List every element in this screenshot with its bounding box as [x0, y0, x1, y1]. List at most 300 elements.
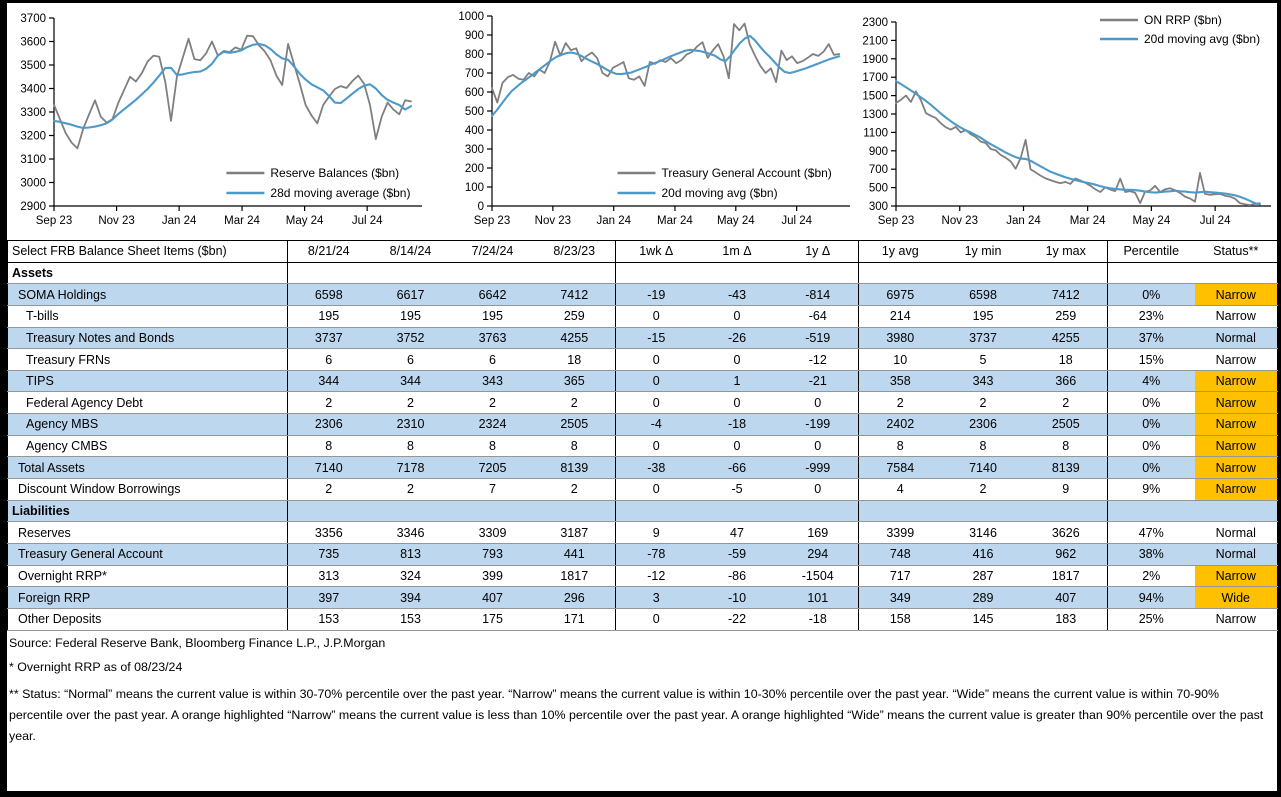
- row-label: Treasury Notes and Bonds: [8, 327, 288, 349]
- status-cell: Narrow: [1195, 370, 1278, 392]
- table-row-other-deposits: [8, 608, 1278, 630]
- value-cell: 2306: [288, 414, 370, 436]
- value-cell: 1: [697, 370, 778, 392]
- value-cell: 4255: [1025, 327, 1108, 349]
- value-cell: 9: [616, 522, 697, 544]
- value-cell: 6: [370, 349, 452, 371]
- x-tick-label: Sep 23: [473, 215, 511, 227]
- value-cell: 0: [697, 305, 778, 327]
- page-border-top: [0, 0, 1281, 3]
- value-cell: 344: [288, 370, 370, 392]
- value-cell: 349: [859, 587, 942, 609]
- header-cell-1wk: 1wk Δ: [616, 241, 697, 263]
- table-row-assets: [8, 262, 1278, 284]
- y-tick-label: 100: [464, 182, 484, 194]
- series-line-on-rrp-bn-: [896, 92, 1260, 206]
- value-cell: 7412: [534, 284, 616, 306]
- y-tick-label: 300: [868, 201, 888, 213]
- value-cell: 9: [1025, 479, 1108, 501]
- page-border-bottom: [0, 791, 1281, 797]
- value-cell: [942, 262, 1025, 284]
- value-cell: 5: [942, 349, 1025, 371]
- percentile-cell: 0%: [1108, 414, 1195, 436]
- value-cell: -814: [778, 284, 859, 306]
- value-cell: 2: [288, 479, 370, 501]
- y-tick-label: 0: [477, 201, 484, 213]
- value-cell: 8: [534, 435, 616, 457]
- y-tick-label: 500: [868, 182, 888, 195]
- header-cell-7-24-24: 7/24/24: [452, 241, 534, 263]
- value-cell: 7205: [452, 457, 534, 479]
- value-cell: 2: [370, 392, 452, 414]
- value-cell: 7: [452, 479, 534, 501]
- value-cell: 2505: [1025, 414, 1108, 436]
- row-label: TIPS: [8, 370, 288, 392]
- y-tick-label: 700: [464, 68, 484, 80]
- row-label: Other Deposits: [8, 608, 288, 630]
- value-cell: 344: [370, 370, 452, 392]
- value-cell: 2505: [534, 414, 616, 436]
- value-cell: -18: [697, 414, 778, 436]
- value-cell: 2: [452, 392, 534, 414]
- value-cell: 153: [288, 608, 370, 630]
- table-row-treasury-notes-and-bonds: [8, 327, 1278, 349]
- row-label: Discount Window Borrowings: [8, 479, 288, 501]
- value-cell: -21: [778, 370, 859, 392]
- value-cell: [697, 262, 778, 284]
- series-line-20d-moving-avg-bn-: [896, 81, 1260, 204]
- percentile-cell: 23%: [1108, 305, 1195, 327]
- value-cell: [778, 262, 859, 284]
- value-cell: 3146: [942, 522, 1025, 544]
- value-cell: 171: [534, 608, 616, 630]
- value-cell: 195: [942, 305, 1025, 327]
- y-tick-label: 2100: [862, 35, 888, 48]
- x-tick-label: Nov 23: [98, 215, 135, 227]
- value-cell: 0: [616, 370, 697, 392]
- percentile-cell: 0%: [1108, 457, 1195, 479]
- value-cell: 195: [288, 305, 370, 327]
- status-cell: Narrow: [1195, 608, 1278, 630]
- value-cell: 0: [697, 392, 778, 414]
- row-label: Total Assets: [8, 457, 288, 479]
- value-cell: 6598: [942, 284, 1025, 306]
- footnote-status-legend: ** Status: “Normal” means the current value is within 30-70% percentile over the past year. “Narrow” means the current value is within 10-30% percentile over the past year. “Wide” means the current value is within 70-90% percentile over the past year. A orange highlighted “Narrow” means the current value is less than 10% percentile over the past year. A orange highlighted “Wide” means the current value is greater than 90% percentile over the past year.: [9, 687, 1264, 743]
- header-cell-8-14-24: 8/14/24: [370, 241, 452, 263]
- legend-label: ON RRP ($bn): [1144, 13, 1222, 27]
- x-tick-label: Jul 24: [351, 215, 383, 227]
- value-cell: 2306: [942, 414, 1025, 436]
- header-cell-1y-avg: 1y avg: [859, 241, 942, 263]
- status-cell: Narrow: [1195, 457, 1278, 479]
- value-cell: 169: [778, 522, 859, 544]
- percentile-cell: 2%: [1108, 565, 1195, 587]
- value-cell: -10: [697, 587, 778, 609]
- value-cell: 2310: [370, 414, 452, 436]
- value-cell: 18: [1025, 349, 1108, 371]
- value-cell: 3187: [534, 522, 616, 544]
- y-tick-label: 800: [464, 49, 484, 61]
- value-cell: 0: [697, 435, 778, 457]
- x-tick-label: Jan 24: [1006, 215, 1041, 227]
- value-cell: [778, 500, 859, 522]
- percentile-cell: 4%: [1108, 370, 1195, 392]
- value-cell: 3737: [288, 327, 370, 349]
- header-cell-8-23-23: 8/23/23: [534, 241, 616, 263]
- value-cell: -519: [778, 327, 859, 349]
- row-label: Liabilities: [8, 500, 288, 522]
- value-cell: 7412: [1025, 284, 1108, 306]
- value-cell: [859, 262, 942, 284]
- value-cell: 3737: [942, 327, 1025, 349]
- value-cell: -43: [697, 284, 778, 306]
- table-row-soma-holdings: [8, 284, 1278, 306]
- table-row-overnight-rrp: [8, 565, 1278, 587]
- percentile-cell: 0%: [1108, 392, 1195, 414]
- value-cell: [697, 500, 778, 522]
- value-cell: 145: [942, 608, 1025, 630]
- y-tick-label: 3300: [20, 107, 46, 119]
- value-cell: 2: [942, 392, 1025, 414]
- series-line-20d-moving-avg-bn-: [492, 36, 839, 116]
- value-cell: 7178: [370, 457, 452, 479]
- value-cell: [288, 262, 370, 284]
- value-cell: -4: [616, 414, 697, 436]
- value-cell: [1025, 500, 1108, 522]
- value-cell: 289: [942, 587, 1025, 609]
- row-label: Agency MBS: [8, 414, 288, 436]
- percentile-cell: 0%: [1108, 284, 1195, 306]
- value-cell: [942, 500, 1025, 522]
- y-tick-label: 2300: [862, 17, 888, 29]
- value-cell: -38: [616, 457, 697, 479]
- value-cell: 0: [778, 435, 859, 457]
- x-tick-label: Jul 24: [781, 215, 813, 227]
- footnotes: [9, 636, 1273, 747]
- row-label: Overnight RRP*: [8, 565, 288, 587]
- status-cell: [1195, 262, 1278, 284]
- value-cell: 3980: [859, 327, 942, 349]
- status-cell: Narrow: [1195, 305, 1278, 327]
- table-row-treasury-general-account: [8, 543, 1278, 565]
- value-cell: 6642: [452, 284, 534, 306]
- status-cell: Narrow: [1195, 349, 1278, 371]
- x-tick-label: Jan 24: [596, 215, 631, 227]
- row-label: Reserves: [8, 522, 288, 544]
- table-row-treasury-frns: [8, 349, 1278, 371]
- value-cell: 294: [778, 543, 859, 565]
- value-cell: -26: [697, 327, 778, 349]
- value-cell: 3: [616, 587, 697, 609]
- value-cell: [288, 500, 370, 522]
- y-tick-label: 2900: [20, 201, 46, 213]
- x-tick-label: Sep 23: [877, 215, 915, 227]
- percentile-cell: 15%: [1108, 349, 1195, 371]
- legend-label: 20d moving avg ($bn): [1144, 32, 1261, 46]
- value-cell: 441: [534, 543, 616, 565]
- x-tick-label: May 24: [285, 215, 324, 227]
- y-tick-label: 1500: [862, 90, 888, 103]
- value-cell: 2: [1025, 392, 1108, 414]
- value-cell: 407: [452, 587, 534, 609]
- y-tick-label: 3400: [20, 83, 46, 96]
- value-cell: 313: [288, 565, 370, 587]
- value-cell: [370, 262, 452, 284]
- value-cell: [452, 500, 534, 522]
- value-cell: 10: [859, 349, 942, 371]
- value-cell: 3356: [288, 522, 370, 544]
- value-cell: 2: [859, 392, 942, 414]
- y-tick-label: 3500: [20, 60, 46, 72]
- value-cell: [616, 262, 697, 284]
- value-cell: 0: [616, 392, 697, 414]
- status-cell: Narrow: [1195, 392, 1278, 414]
- value-cell: 397: [288, 587, 370, 609]
- x-tick-label: Mar 24: [1069, 215, 1106, 227]
- percentile-cell: 47%: [1108, 522, 1195, 544]
- y-tick-label: 1100: [863, 127, 888, 140]
- value-cell: 6: [288, 349, 370, 371]
- x-tick-label: Mar 24: [657, 215, 693, 227]
- value-cell: 8: [859, 435, 942, 457]
- value-cell: 3763: [452, 327, 534, 349]
- value-cell: [1025, 262, 1108, 284]
- row-label: T-bills: [8, 305, 288, 327]
- row-label: Foreign RRP: [8, 587, 288, 609]
- header-cell-1y: 1y Δ: [778, 241, 859, 263]
- value-cell: 2: [288, 392, 370, 414]
- value-cell: 813: [370, 543, 452, 565]
- value-cell: 18: [534, 349, 616, 371]
- value-cell: 366: [1025, 370, 1108, 392]
- value-cell: 0: [616, 435, 697, 457]
- value-cell: -199: [778, 414, 859, 436]
- y-tick-label: 900: [464, 30, 484, 42]
- value-cell: 8: [1025, 435, 1108, 457]
- value-cell: 0: [616, 479, 697, 501]
- chart-reserve-balances: [8, 8, 428, 239]
- y-tick-label: 500: [464, 106, 484, 118]
- y-tick-label: 200: [464, 163, 484, 175]
- x-tick-label: May 24: [1132, 215, 1171, 227]
- y-tick-label: 3100: [20, 154, 46, 166]
- value-cell: [534, 262, 616, 284]
- value-cell: 3346: [370, 522, 452, 544]
- value-cell: 214: [859, 305, 942, 327]
- row-label: Federal Agency Debt: [8, 392, 288, 414]
- table-header-row: [8, 241, 1278, 263]
- value-cell: [452, 262, 534, 284]
- value-cell: 3309: [452, 522, 534, 544]
- percentile-cell: 0%: [1108, 435, 1195, 457]
- table-row-t-bills: [8, 305, 1278, 327]
- value-cell: 0: [616, 305, 697, 327]
- table-row-foreign-rrp: [8, 587, 1278, 609]
- value-cell: 416: [942, 543, 1025, 565]
- value-cell: 343: [452, 370, 534, 392]
- page-border-left: [0, 0, 7, 797]
- row-label: Assets: [8, 262, 288, 284]
- header-cell-percentile: Percentile: [1108, 241, 1195, 263]
- y-tick-label: 600: [464, 87, 484, 99]
- value-cell: 735: [288, 543, 370, 565]
- table-row-discount-window-borrowings: [8, 479, 1278, 501]
- y-tick-label: 400: [464, 125, 484, 137]
- y-tick-label: 900: [868, 145, 888, 158]
- y-tick-label: 1700: [862, 72, 888, 85]
- value-cell: -64: [778, 305, 859, 327]
- value-cell: 1817: [534, 565, 616, 587]
- row-label: Treasury General Account: [8, 543, 288, 565]
- status-cell: Wide: [1195, 587, 1278, 609]
- value-cell: 2324: [452, 414, 534, 436]
- status-cell: Normal: [1195, 522, 1278, 544]
- row-label: SOMA Holdings: [8, 284, 288, 306]
- legend-label: 20d moving avg ($bn): [661, 186, 778, 200]
- status-cell: Normal: [1195, 543, 1278, 565]
- value-cell: 183: [1025, 608, 1108, 630]
- header-cell-status: Status**: [1195, 241, 1278, 263]
- y-tick-label: 1300: [862, 109, 888, 121]
- value-cell: 175: [452, 608, 534, 630]
- status-cell: Narrow: [1195, 414, 1278, 436]
- value-cell: 195: [452, 305, 534, 327]
- percentile-cell: [1108, 500, 1195, 522]
- table-row-federal-agency-debt: [8, 392, 1278, 414]
- value-cell: -66: [697, 457, 778, 479]
- status-cell: Narrow: [1195, 479, 1278, 501]
- value-cell: 2402: [859, 414, 942, 436]
- value-cell: 2: [370, 479, 452, 501]
- legend-label: Reserve Balances ($bn): [270, 166, 400, 180]
- percentile-cell: 94%: [1108, 587, 1195, 609]
- value-cell: 47: [697, 522, 778, 544]
- value-cell: [616, 500, 697, 522]
- table-row-total-assets: [8, 457, 1278, 479]
- value-cell: -19: [616, 284, 697, 306]
- value-cell: 394: [370, 587, 452, 609]
- value-cell: 259: [1025, 305, 1108, 327]
- table-row-liabilities: [8, 500, 1278, 522]
- value-cell: 8: [942, 435, 1025, 457]
- x-tick-label: Sep 23: [35, 215, 73, 227]
- value-cell: 101: [778, 587, 859, 609]
- value-cell: 6975: [859, 284, 942, 306]
- table-row-agency-cmbs: [8, 435, 1278, 457]
- value-cell: 0: [697, 349, 778, 371]
- header-cell-1y-max: 1y max: [1025, 241, 1108, 263]
- value-cell: [534, 500, 616, 522]
- chart-treasury-general-account: [452, 6, 856, 239]
- value-cell: 358: [859, 370, 942, 392]
- value-cell: -22: [697, 608, 778, 630]
- value-cell: -12: [778, 349, 859, 371]
- x-tick-label: Nov 23: [941, 215, 978, 227]
- value-cell: -1504: [778, 565, 859, 587]
- value-cell: 793: [452, 543, 534, 565]
- value-cell: 0: [616, 349, 697, 371]
- value-cell: -86: [697, 565, 778, 587]
- series-line-28d-moving-average-bn-: [54, 44, 411, 128]
- percentile-cell: 38%: [1108, 543, 1195, 565]
- value-cell: 7140: [942, 457, 1025, 479]
- x-tick-label: Nov 23: [534, 215, 572, 227]
- value-cell: 365: [534, 370, 616, 392]
- value-cell: -12: [616, 565, 697, 587]
- value-cell: -5: [697, 479, 778, 501]
- value-cell: 6598: [288, 284, 370, 306]
- value-cell: 287: [942, 565, 1025, 587]
- value-cell: 4: [859, 479, 942, 501]
- y-tick-label: 1000: [458, 11, 484, 23]
- value-cell: 296: [534, 587, 616, 609]
- series-line-treasury-general-account-bn-: [492, 24, 839, 103]
- source-note: Source: Federal Reserve Bank, Bloomberg Finance L.P., J.P.Morgan: [9, 636, 386, 650]
- x-tick-label: Mar 24: [224, 215, 260, 227]
- value-cell: 7584: [859, 457, 942, 479]
- y-tick-label: 300: [464, 144, 484, 156]
- value-cell: 0: [778, 479, 859, 501]
- x-tick-label: Jul 24: [1199, 215, 1231, 227]
- header-cell-select-frb-balance-sheet-items-bn: Select FRB Balance Sheet Items ($bn): [8, 241, 288, 263]
- y-tick-label: 3000: [20, 177, 46, 190]
- value-cell: 4255: [534, 327, 616, 349]
- chart-on-rrp: [856, 6, 1277, 239]
- y-tick-label: 3700: [20, 13, 46, 25]
- x-tick-label: Jan 24: [161, 215, 197, 227]
- value-cell: 2: [942, 479, 1025, 501]
- status-cell: Narrow: [1195, 284, 1278, 306]
- value-cell: -999: [778, 457, 859, 479]
- value-cell: 0: [616, 608, 697, 630]
- value-cell: 8: [452, 435, 534, 457]
- y-tick-label: 3600: [20, 36, 46, 49]
- balance-sheet-table: [7, 240, 1277, 631]
- y-tick-label: 3200: [20, 130, 46, 143]
- status-cell: Narrow: [1195, 435, 1278, 457]
- value-cell: -78: [616, 543, 697, 565]
- value-cell: 6617: [370, 284, 452, 306]
- table-row-agency-mbs: [8, 414, 1278, 436]
- value-cell: 399: [452, 565, 534, 587]
- value-cell: [370, 500, 452, 522]
- value-cell: 343: [942, 370, 1025, 392]
- value-cell: 8: [370, 435, 452, 457]
- row-label: Agency CMBS: [8, 435, 288, 457]
- value-cell: -15: [616, 327, 697, 349]
- percentile-cell: 37%: [1108, 327, 1195, 349]
- value-cell: 8139: [1025, 457, 1108, 479]
- x-tick-label: May 24: [716, 215, 755, 227]
- row-label: Treasury FRNs: [8, 349, 288, 371]
- percentile-cell: 25%: [1108, 608, 1195, 630]
- value-cell: 717: [859, 565, 942, 587]
- status-cell: Narrow: [1195, 565, 1278, 587]
- y-tick-label: 1900: [862, 53, 888, 66]
- value-cell: 195: [370, 305, 452, 327]
- header-cell-8-21-24: 8/21/24: [288, 241, 370, 263]
- value-cell: 3626: [1025, 522, 1108, 544]
- value-cell: 324: [370, 565, 452, 587]
- value-cell: -59: [697, 543, 778, 565]
- legend-label: 28d moving average ($bn): [270, 186, 411, 200]
- footnote-overnight-rrp: * Overnight RRP as of 08/23/24: [9, 660, 183, 674]
- value-cell: 0: [778, 392, 859, 414]
- y-tick-label: 700: [868, 164, 888, 177]
- value-cell: 2: [534, 479, 616, 501]
- table-row-tips: [8, 370, 1278, 392]
- status-cell: Normal: [1195, 327, 1278, 349]
